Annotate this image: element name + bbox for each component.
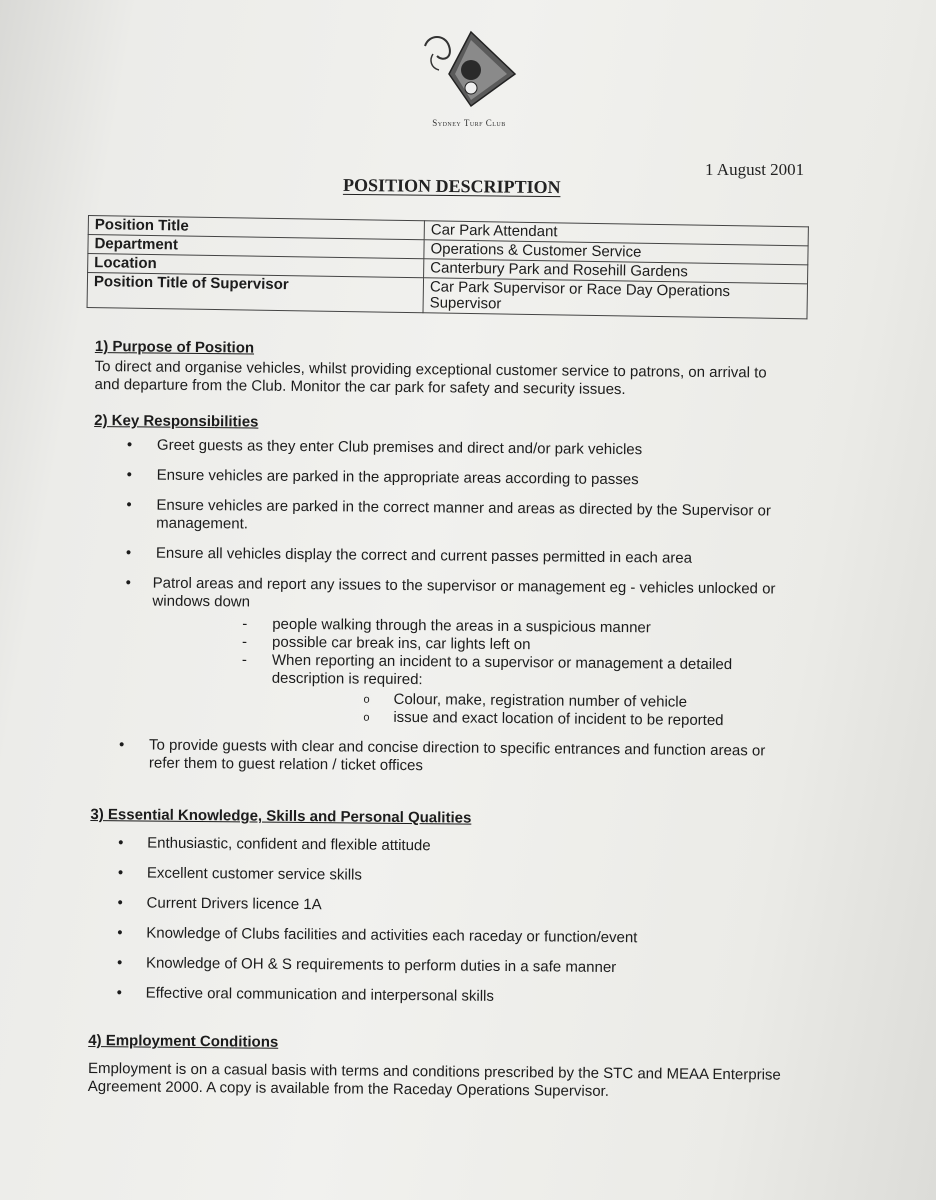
section-heading: 3) Essential Knowledge, Skills and Personal Qualities — [90, 805, 472, 827]
list-item — [93, 544, 793, 569]
bullet-icon: • — [125, 574, 131, 592]
document-title: POSITION DESCRIPTION — [342, 174, 561, 198]
list-item — [89, 924, 789, 949]
sub-sub-item-text: issue and exact location of incident to be reported — [393, 708, 724, 730]
bullet-icon: • — [118, 834, 124, 852]
sub-list-item — [151, 651, 792, 731]
club-logo — [404, 30, 534, 128]
list-item-text: Knowledge of OH & S requirements to perform duties in a safe manner — [145, 954, 617, 977]
sub-sub-item-text: Colour, make, registration number of vehicle — [393, 690, 688, 711]
list-item-text: Knowledge of Clubs facilities and activities each raceday or function/event — [146, 924, 638, 947]
sub-sub-list-item — [271, 708, 791, 731]
list-item-text: Effective oral communication and interpersonal skills — [145, 984, 495, 1005]
list-item-text: To provide guests with clear and concise direction to specific entrances and function areas or refer them to guest relation / ticket offices — [148, 736, 766, 775]
section-text: Employment is on a casual basis with terms and conditions prescribed by the STC and MEAA Enterprise Agreement 2000. A copy is available from the Raceday Operations Supervisor. — [87, 1059, 781, 1100]
section-heading: 1) Purpose of Position — [94, 338, 255, 357]
sub-list — [151, 615, 792, 731]
section-key-responsibilities — [91, 412, 794, 779]
bullet-list — [89, 834, 791, 1009]
bullet-icon: • — [119, 736, 125, 754]
list-item — [89, 984, 789, 1009]
dash-icon: - — [242, 633, 248, 651]
table-label: Position Title of Supervisor — [87, 273, 424, 313]
section-heading: 4) Employment Conditions — [88, 1031, 279, 1051]
list-item — [94, 436, 794, 461]
table-label: Position Title — [88, 216, 424, 240]
circle-bullet-icon: o — [363, 711, 370, 724]
dash-icon: - — [242, 615, 248, 633]
list-item-text: Greet guests as they enter Club premises and direct and/or park vehicles — [156, 436, 643, 459]
list-item-text: Current Drivers licence 1A — [146, 894, 322, 914]
club-emblem-icon — [419, 30, 519, 108]
bullet-icon: • — [117, 924, 123, 942]
section-employment-conditions — [88, 1032, 789, 1103]
list-item — [91, 574, 792, 731]
position-info-table — [87, 215, 809, 319]
list-item-text: Enthusiastic, confident and flexible attitude — [147, 834, 431, 855]
bullet-icon: • — [126, 466, 133, 484]
dash-icon: - — [241, 651, 247, 669]
bullet-icon: • — [116, 984, 123, 1002]
list-item — [89, 894, 789, 919]
list-item-text: Patrol areas and report any issues to the supervisor or management eg - vehicles unlocked or windows down — [152, 574, 776, 611]
list-item — [89, 954, 789, 979]
circle-bullet-icon: o — [363, 693, 370, 706]
document-body — [88, 338, 795, 1103]
table-value: Car Park Supervisor or Race Day Operations Supervisor — [423, 278, 808, 319]
section-heading: 2) Key Responsibilities — [94, 411, 259, 431]
table-value: Canterbury Park and Rosehill Gardens — [424, 259, 808, 284]
club-name: Sydney Turf Club — [432, 118, 506, 128]
sub-item-text: When reporting an incident to a supervisor or management a detailed description is required: — [271, 651, 733, 689]
list-item-text: Ensure all vehicles display the correct and current passes permitted in each area — [155, 544, 693, 567]
sub-item-text: people walking through the areas in a suspicious manner — [272, 615, 651, 637]
list-item — [91, 736, 791, 779]
section-purpose — [94, 338, 795, 401]
bullet-list — [91, 436, 794, 779]
bullet-icon: • — [117, 894, 123, 912]
bullet-icon: • — [125, 544, 132, 562]
section-text: To direct and organise vehicles, whilst providing exceptional customer service to patrons, on arrival to and departure from the Club. Monitor the car park for safety and security issues. — [94, 357, 767, 399]
table-value: Car Park Attendant — [424, 221, 808, 246]
table-label: Location — [88, 254, 424, 278]
list-item-text: Excellent customer service skills — [146, 864, 363, 884]
bullet-icon: • — [126, 496, 132, 514]
list-item-text: Ensure vehicles are parked in the appropriate areas according to passes — [156, 466, 639, 489]
table-label: Department — [88, 235, 424, 259]
list-item — [90, 864, 790, 889]
bullet-icon: • — [117, 864, 124, 882]
sub-sub-list — [271, 690, 791, 731]
bullet-icon: • — [116, 954, 123, 972]
document-date: 1 August 2001 — [705, 160, 805, 179]
list-item — [93, 496, 793, 539]
list-item — [90, 834, 790, 859]
list-item-text: Ensure vehicles are parked in the correct manner and areas as directed by the Supervisor or management. — [156, 496, 771, 533]
sub-item-text: possible car break ins, car lights left on — [272, 633, 531, 654]
section-essential-knowledge — [89, 806, 791, 1009]
list-item — [94, 466, 794, 491]
table-value: Operations & Customer Service — [424, 240, 808, 265]
bullet-icon: • — [126, 436, 133, 454]
